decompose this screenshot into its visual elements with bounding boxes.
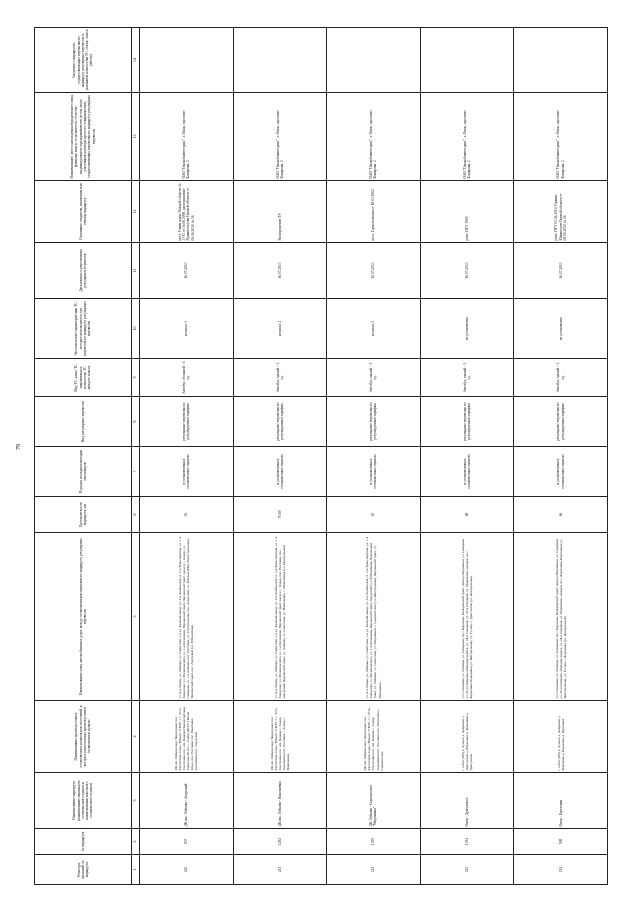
eco-cell: не ниже 2 [233,299,327,359]
header-cell: Основание открытия, изменения или отмены маршрута [35,181,132,243]
length-cell: 75,69 [233,497,327,533]
routes-table [34,27,608,885]
column-number: 2 [132,829,140,855]
header-cell: Наименование, место нахождения юридического лица, фамилия, имя и, если имеется, отчество индивидуального предпринимателя (в том числе участников договора простого товарищества), осуществляющих перевозки по маршруту регулярных перевозок [35,93,132,181]
length-cell: 63 [327,497,421,533]
route-name-cell: Омск - Драгунское [420,773,514,829]
start-date-cell: 16.07.2013 [514,243,608,299]
streets-cell: ул. 6-я Линия, ул. Лобкова, ул. Советская, 1-я ул. Казачий завод, ул. 3-я Любинская ул. 2-я Транспортная, ул. 1-я Заводская, ул. Малиновского, ул. 1-я Колхозная, Черлакский тракт, Амурский (ул. Юбилейная), Черлакский тракт, ул. Лобкова, ул. Советская, ул. Мирошина, с. Сыропятское (ул. Центральная), Черлакский тракт, ул. Мирошина [327,533,421,701]
stops-cell: ДК им. Лобкова мкр. Черемушки пос. Крутогорка Сады "Юрьев" СТПУ-1 с. Усть-Заостровка пос. им. Кирова с. Ачаир Агрономия пос. Ростовка пос. Ракитовка с. Сыропятское [327,701,421,773]
info-cell [327,28,421,93]
vehicle-cell: Автобус, малый - 1 ед. [420,359,514,397]
basis-cell: расп. ОГУ 01.04.2010, Правит. Министров Омской области от 08.06.2010 № 36 [514,181,608,243]
table-row [514,28,608,885]
transport-kind-cell: регулярные перевозки по регулируемым тарифам [420,397,514,447]
stops-cell: ДК им. Лобкова мкр. Черемушки пос. Крутогорка Сады "Юрьев" СТПУ-1 с. Усть-Заостровка пос. им. Кирова Нижнесортовка Заводская 36 км. с. Ачаир ДКЭЗ-3 Бетон объед. пос. Ростовка пос. Ракитовка Агрономия пос. Амурский [140,701,234,773]
info-cell [233,28,327,93]
table-row [233,28,327,885]
eco-cell: не установлено [420,299,514,359]
column-number: 3 [132,773,140,829]
transport-kind-cell: регулярные перевозки по регулируемым тарифам [140,397,234,447]
transport-kind-cell: регулярные перевозки по регулируемым тарифам [327,397,421,447]
eco-cell: не ниже 3 [140,299,234,359]
route-number-cell: 1395 [327,829,421,855]
route-name-cell: ДК им. Лобкова - Николаевка [233,773,327,829]
start-date-cell: 16.07.2013 [140,243,234,299]
page-number: 78 [16,444,22,450]
column-number: 5 [132,533,140,701]
eco-cell: не установлено [514,299,608,359]
header-cell: Вид регулярных перевозок [35,397,132,447]
boarding-cell: в установленных остановочных пунктах [420,447,514,497]
route-number-cell: 1292 [233,829,327,855]
route-number-cell: 1394 [420,829,514,855]
header-cell: Протяжен-ность маршрута, км [35,497,132,533]
column-number: 11 [132,243,140,299]
boarding-cell: в установленных остановочных пунктах [233,447,327,497]
column-number: 14 [132,28,140,93]
reg-number-cell: 210 [140,855,234,885]
stops-cell: г. Омск (АВ) д. Лузино д. Добринка д. Березовка д. Березовка д. Березовка [514,701,608,773]
route-number-cell: 507 [140,829,234,855]
eco-cell: не ниже 2 [327,299,421,359]
column-number: 4 [132,701,140,773]
carrier-cell: ОАО "Омскоблавтотранс", г. Омск, проспект Комарова, 2 [420,93,514,181]
column-number: 13 [132,93,140,181]
info-cell [514,28,608,93]
header-cell: Наименование улиц, автомобильных дорог между остановочными пунктами по маршруту регулярных перевозок [35,533,132,701]
vehicle-cell: Автобус, малый - 1 ед. [514,359,608,397]
transport-kind-cell: регулярные перевозки по регулируемым тарифам [514,397,608,447]
column-number-row [132,28,140,885]
basis-cell: расп. ОГУ 1960 [420,181,514,243]
start-date-cell: 16.07.2013 [420,243,514,299]
column-number: 10 [132,299,140,359]
boarding-cell: в установленных остановочных пунктах [327,447,421,497]
column-number: 1 [132,855,140,885]
carrier-cell: ОАО "Омскоблавтотранс", г. Омск, проспект Комарова, 2 [233,93,327,181]
streets-cell: ул. Степанова, ул. Лобкова, ул. Заозерная, пр-т Королева, Кемеровский тракт, проезд Мирошина, ул. Северная, ул. 32-я Северная, обводная дорога, ул. 24-я Северная, ул. Мирошина, поворот на с. Борисовка, Березовка (ул. Центральная), ул. Гусева, с. Березовка (ул. Центральная) [514,533,608,701]
carrier-cell: ОАО "Омскоблавтотранс", г. Омск, проспект Комарова, 2 [514,93,608,181]
header-cell: Наименование промежуточных остановочных пунктов или поселений, в которых расположены промежуточные остановочные пункты [35,701,132,773]
header-cell: Наименование маршрута (наименование начального остановочного пункта и наименование конечного остановочного пункта) [35,773,132,829]
vehicle-cell: Автобус, малый - 1 ед. [327,359,421,397]
route-name-cell: ДК Лобкова - Сыропятское "Мирошина" [327,773,421,829]
header-cell: Порядок посадки и высадки пассажиров [35,447,132,497]
start-date-cell: 16.07.2013 [233,243,327,299]
basis-cell: пост. Горисполкома от 18.03.1962 [327,181,421,243]
column-number: 7 [132,447,140,497]
reg-number-cell: 212 [327,855,421,885]
streets-cell: ул. 6-я Линия, ул. Лобкова, ул. Советская, 1-я ул. Казачий завод, ул. 3-я Любинская ул. 2-я Транспортная, ул. 1-я Заводская, ул. Малиновского, ул. 1-я Колхозная, Черлакский тракт, заезд в с. Ачаир, пос. Ростовка, пос. Амурский, Черлакский тракт, ул. Лобкова, ул. Советская, ул. Николаевка, с. Николаевка (ул. Центральная) [233,533,327,701]
transport-kind-cell: регулярные перевозки по регулируемым тарифам [233,397,327,447]
reg-number-cell: 213 [420,855,514,885]
info-cell [420,28,514,93]
route-name-cell: ДК им. Лобкова - Амурский [140,773,234,829]
column-number: 9 [132,359,140,397]
column-number: 8 [132,397,140,447]
header-cell: Регистра-ционный № маршрута [35,855,132,885]
info-cell [140,28,234,93]
reg-number-cell: 211 [233,855,327,885]
streets-cell: ул. Степанова, ул. Лобкова, ул. Заозерная, пр-т Королева, Кемеровский тракт, проезд Мирошина, ул. Северная, ул. 32-я Северная, обводная дорога, ул. 24-я Северная, ул. 23-я Северная, ул. Мирошина, поворот на с. Борисовка, Березовка (ул. Центральная), ул. Гусева, с. Драгунское (ул. Центральная) [420,533,514,701]
carrier-cell: ОАО "Омскоблавтотранс", г. Омск, проспект Комарова, 2 [140,93,234,181]
start-date-cell: 16.07.2013 [327,243,421,299]
length-cell: 66 [514,497,608,533]
stops-cell: ДК им. Лобкова мкр. Черемушки пос. Крутогорка Сады "Юрьев" СТПУ-1 с. Усть-Заостровка пос. им. Кирова с. Ачаир Агрономия пос. Ростовка с. Ачаир с. Николаевка [233,701,327,773]
header-cell: № маршрута [35,829,132,855]
length-cell: 68 [420,497,514,533]
basis-cell: Распоряжение ТУ [233,181,327,243]
table-row [327,28,421,885]
carrier-cell: ОАО "Омскоблавтотранс", г. Омск, проспект Комарова, 2 [327,93,421,181]
basis-cell: пост. Главы адмн. Омской области № 37-П от 16.06.1998, распоряжение Правительства Омской области от 06.06.2010 № 36 [140,181,234,243]
boarding-cell: в установленных остановочных пунктах [514,447,608,497]
stops-cell: г. Омск (АВ) д. Лузино д. Добринка д. Драгунское д. Борисовка д. Березовка д. Драгунское [420,701,514,773]
table-row [420,28,514,885]
header-cell: Вид ТС, класс ТС, максимальное количество ТС каждого класса [35,359,132,397]
boarding-cell: в установленных остановочных пунктах [140,447,234,497]
streets-cell: ул. 6-я Линия, ул. Лобкова, ул. Советская, 1-я ул. Казачий завод, ул. 3-я Любинская ул. 2-я Транспортная, ул. 1-я Заводская, ул. Малиновского, ул. 1-я Колхозная, Черлакский тракт, Черлакский тракт, заезд в с. Ачаир, ул. Северная, ул. 1-я Лобкова, пос. Ростовка, ул. Строительная, пос. Амурский, ул. Рабочая (Пер. Магистральная), Черлакский тракт, пос. Амурский (ул. Юбилейная) [140,533,234,701]
route-name-cell: Омск - Березовка [514,773,608,829]
column-number: 12 [132,181,140,243]
reg-number-cell: 214 [514,855,608,885]
length-cell: 63 [140,497,234,533]
header-cell: Экологические характеристики ТС, которые используются для перевозок по маршруту регулярных перевозок [35,299,132,359]
rotated-table-wrapper [34,28,606,885]
table-row [140,28,234,885]
vehicle-cell: Автобус, большой - 1 ед. [140,359,234,397]
header-cell: Сведения о маршрутах, осуществляющих перевозки по маршруту регулярных перевозок (с указанием количества ТС, стажа, опыта работы) [35,28,132,93]
header-row [35,28,132,885]
column-number: 6 [132,497,140,533]
vehicle-cell: Автобус, малый - 1 ед. [233,359,327,397]
header-cell: Дата начала осуществления регулярных перевозок [35,243,132,299]
route-number-cell: 508 [514,829,608,855]
